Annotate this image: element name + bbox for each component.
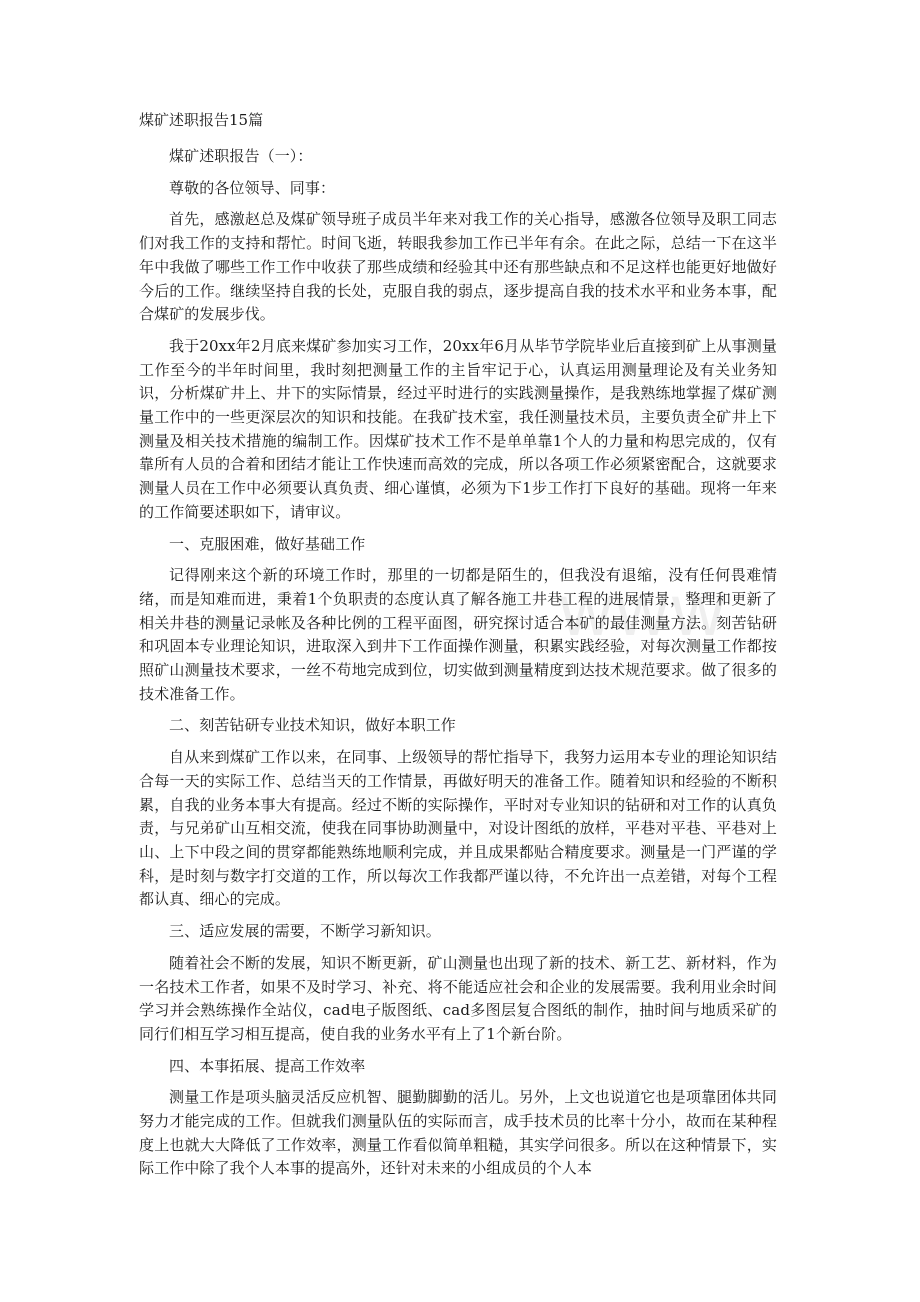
paragraph: 记得刚来这个新的环境工作时，那里的一切都是陌生的，但我没有退缩，没有任何畏难情绪，而是知难而进，秉着1个负职责的态度认真了解各施工井巷工程的进展情景，整理和更新了相关井巷的测量记录帐及各种比例的工程平面图，研究探讨适合本矿的最佳测量方法。刻苦钻研和巩固本专业理论知识，进取深入到井下工作面操作测量，积累实践经验，对每次测量工作都按照矿山测量技术要求，一丝不苟地完成到位，切实做到测量精度到达技术规范要求。做了很多的技术准备工作。 xyxy=(139,566,777,703)
section-heading: 二、刻苦钻研专业技术知识，做好本职工作 xyxy=(169,716,456,735)
watermark: www xyxy=(560,571,728,651)
paragraph: 首先，感激赵总及煤矿领导班子成员半年来对我工作的关心指导，感激各位领导及职工同志们对我工作的支持和帮忙。时间飞逝，转眼我参加工作已半年有余。在此之际，总结一下在这半年中我做了哪些工作工作中收获了那些成绩和经验其中还有那些缺点和不足这样也能更好地做好今后的工作。继续坚持自我的长处，克服自我的弱点，逐步提高自我的技术水平和业务本事，配合煤矿的发展步伐。 xyxy=(139,210,777,324)
paragraph: 测量工作是项头脑灵活反应机智、腿勤脚勤的活儿。另外，上文也说道它也是项靠团体共同努力才能完成的工作。但就我们测量队伍的实际而言，成手技术员的比率十分小，故而在某种程度上也就大大降低了工作效率，测量工作看似简单粗糙，其实学问很多。所以在这种情景下，实际工作中除了我个人本事的提高外，还针对未来的小组成员的个人本 xyxy=(139,1088,777,1178)
paragraph: 我于20xx年2月底来煤矿参加实习工作，20xx年6月从毕节学院毕业后直接到矿上从事测量工作至今的半年时间里，我时刻把测量工作的主旨牢记于心，认真运用测量理论及有关业务知识，分析煤矿井上、井下的实际情景，经过平时进行的实践测量操作，是我熟练地掌握了煤矿测量工作中的一些更深层次的知识和技能。在我矿技术室，我任测量技术员，主要负责全矿井上下测量及相关技术措施的编制工作。因煤矿技术工作不是单单靠1个人的力量和构思完成的，仅有靠所有人员的合着和团结才能让工作快速而高效的完成，所以各项工作必须紧密配合，这就要求测量人员在工作中必须要认真负责、细心谨慎，必须为下1步工作打下良好的基础。现将一年来的工作简要述职如下，请审议。 xyxy=(139,336,777,521)
paragraph: 随着社会不断的发展，知识不断更新，矿山测量也出现了新的技术、新工艺、新材料，作为一名技术工作者，如果不及时学习、补充、将不能适应社会和企业的发展需要。我利用业余时间学习并会熟练操作全站仪，cad电子版图纸、cad多图层复合图纸的制作，抽时间与地质采矿的同行们相互学习相互提高，使自我的业务水平有上了1个新台阶。 xyxy=(139,953,777,1043)
paragraph: 自从来到煤矿工作以来，在同事、上级领导的帮忙指导下，我努力运用本专业的理论知识结合每一天的实际工作、总结当天的工作情景，再做好明天的准备工作。随着知识和经验的不断积累，自我的业务本事大有提高。经过不断的实际操作，平时对专业知识的钻研和对工作的认真负责，与兄弟矿山互相交流，使我在同事协助测量中，对设计图纸的放样，平巷对平巷、平巷对上山、上下中段之间的贯穿都能熟练地顺利完成，并且成果都贴合精度要求。测量是一门严谨的学科，是时刻与数字打交道的工作，所以每次工作我都严谨以待，不允许出一点差错，对每个工程都认真、细心的完成。 xyxy=(139,748,777,909)
section-heading: 三、适应发展的需要，不断学习新知识。 xyxy=(169,922,441,941)
document-title: 煤矿述职报告15篇 xyxy=(139,111,264,129)
section-heading: 四、本事拓展、提高工作效率 xyxy=(169,1056,366,1075)
salutation: 尊敬的各位领导、同事： xyxy=(169,178,336,197)
section-heading: 一、克服困难，做好基础工作 xyxy=(169,534,366,553)
document-page xyxy=(139,110,777,1189)
section-heading: 煤矿述职报告（一）： xyxy=(169,147,313,165)
